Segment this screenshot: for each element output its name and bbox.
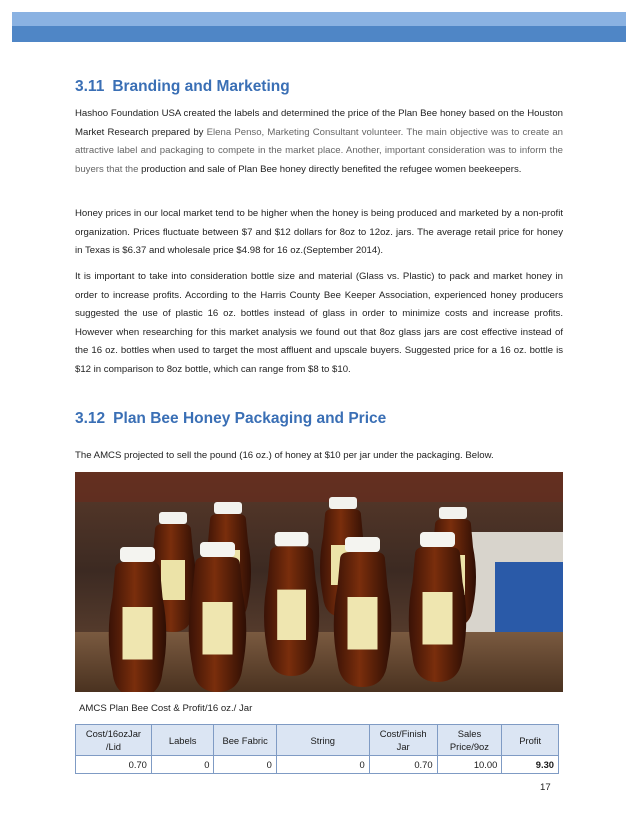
table-cell: 0.70 [369,756,437,774]
table-header-row [76,725,559,756]
paragraph-text: Hashoo Foundation USA created the labels and determined the price of the Plan Bee honey based on the Houston Market Research prepared by [75,108,563,138]
paragraph-text-grey: Elena Penso, Marketing Consultant volunteer. The main objective was to create an attractive label and packaging to compete in the market place. Another, important consideration was to inform the buyers that the [75,126,564,175]
column-header: Bee Fabric [214,725,276,756]
column-header: Labels [151,725,214,756]
section-title: Plan Bee Honey Packaging and Price [113,410,387,427]
column-header: Sales Price/9oz [437,725,502,756]
section-title: Branding and Marketing [112,78,290,95]
paragraph-branding-2: Honey prices in our local market tend to be higher when the honey is being produced and marketed by a non-profit organization. Prices fluctuate between $7 and $12 dollars for 8oz to 12oz. jars. The average retail price for honey in Texas is $6.37 and wholesale price $4.98 for 16 oz.(September 2014). [75,208,563,257]
page-number: 17 [540,782,551,793]
honey-jars-illustration [75,472,563,692]
header-bar [12,12,626,42]
honey-jars-photo [75,472,563,692]
table-cell: 0 [214,756,276,774]
paragraph-packaging-1: The AMCS projected to sell the pound (16 oz.) of honey at $10 per jar under the packaging. Below. [75,450,494,461]
section-number: 3.12 [75,410,106,427]
section-heading-packaging [75,410,386,428]
section-number: 3.11 [75,78,105,95]
paragraph-text: production and sale of Plan Bee honey directly benefited the refugee women beekeepers. [138,163,522,175]
column-header: Cost/Finish Jar [369,725,437,756]
table-row [76,756,559,774]
table-cell-profit: 9.30 [502,756,559,774]
table-cell: 10.00 [437,756,502,774]
table-cell: 0 [151,756,214,774]
cost-profit-table [75,724,559,774]
paragraph-branding-3: It is important to take into consideration bottle size and material (Glass vs. Plastic) to pack and market honey in order to increase profits. According to the Harris County Bee Keeper Association, experienced honey producers suggested the use of plastic 16 oz. bottles instead of glass in order to minimize costs and increase profits. However when researching for this market analysis we found out that 8oz glass jars are cost effective instead of the 16 oz. bottles when used to target the most affluent and upscale buyers. Suggested price for a 16 oz. bottle is $12 in comparison to 8oz bottle, which can range from $8 to $10. [75,271,563,375]
column-header: String [276,725,369,756]
header-bar-highlight [12,12,626,26]
paragraph-branding-1 [75,105,563,179]
column-header: Profit [502,725,559,756]
column-header: Cost/16ozJar /Lid [76,725,152,756]
table-cell: 0.70 [76,756,152,774]
table-caption: AMCS Plan Bee Cost & Profit/16 oz./ Jar [79,703,253,714]
section-heading-branding [75,78,290,96]
table-cell: 0 [276,756,369,774]
